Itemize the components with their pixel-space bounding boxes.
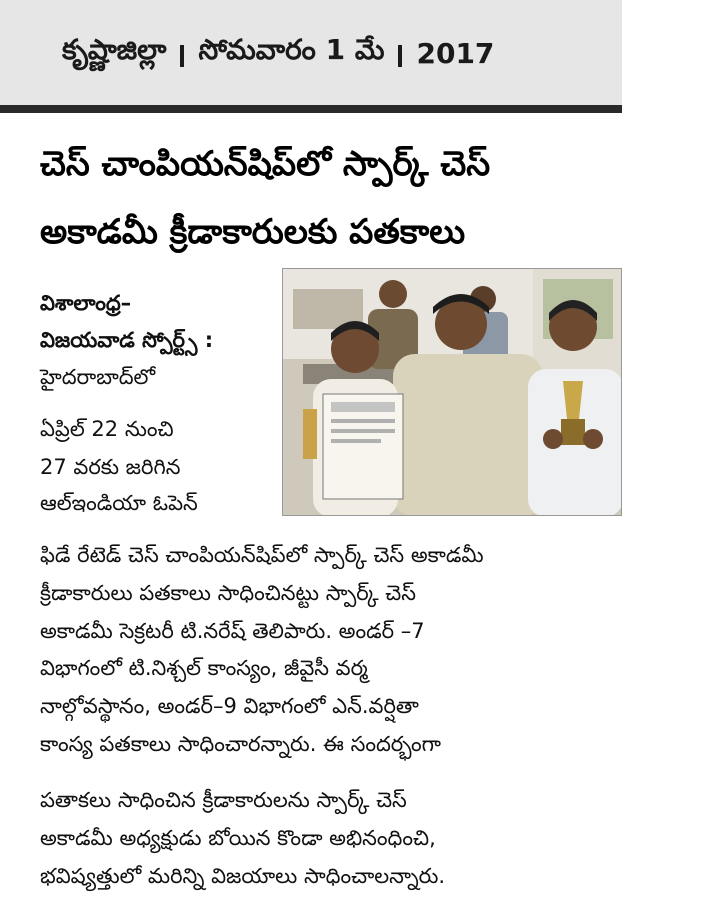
article-line: భవిష్యత్తులో మరిన్ని విజయాలు సాధించాలన్నారు. bbox=[40, 864, 446, 888]
article-line: విభాగంలో టి.నిశ్చల్ కాంస్యం, జీవైసీ వర్మ bbox=[40, 656, 368, 680]
article-line: అకాడమీ అధ్యక్షుడు బోయిన కొండా అభినంధించి, bbox=[40, 826, 436, 850]
headline-line-2: అకాడమీ క్రీడాకారులకు పతకాలు bbox=[40, 212, 466, 252]
article-source-line-1: విశాలాంధ్ర– bbox=[40, 291, 132, 315]
article-source-line-2: విజయవాడ స్పోర్ట్స్ : bbox=[40, 328, 214, 352]
article-line: నాల్గోవస్థానం, అండర్–9 విభాగంలో ఎన్.వర్షితా bbox=[40, 694, 419, 718]
dateline bbox=[62, 28, 494, 78]
dateline-separator bbox=[398, 45, 402, 67]
article-line: క్రీడాకారులు పతకాలు సాధించినట్టు స్పార్క్ చెస్ bbox=[40, 581, 416, 605]
header-rule bbox=[0, 105, 622, 113]
article-narrow-line: ఏప్రిల్ 22 నుంచి bbox=[40, 417, 174, 441]
article-line: పతాకలు సాధించిన క్రీడాకారులను స్పార్క్ చెస్ bbox=[40, 788, 407, 812]
headline-line-1: చెస్ చాంపియన్‌షిప్‌లో స్పార్క్ చెస్ bbox=[40, 144, 491, 184]
dateline-day: సోమవారం 1 మే bbox=[198, 33, 385, 66]
article-line: అకాడమీ సెక్రటరీ టి.నరేష్ తెలిపారు. అండర్ –7 bbox=[40, 619, 425, 643]
news-photo-illustration bbox=[283, 269, 622, 516]
article-narrow-line: ఆల్‌ఇండియా ఓపెన్ bbox=[40, 491, 198, 515]
article-narrow-line: హైదరాబాద్‌లో bbox=[40, 365, 156, 389]
article-narrow-line: 27 వరకు జరిగిన bbox=[40, 455, 181, 479]
article-line: ఫిడే రేటెడ్ చెస్ చాంపియన్‌షిప్‌లో స్పార్క్ చెస్ అకాడమీ bbox=[40, 543, 484, 567]
news-photo bbox=[282, 268, 622, 516]
dateline-district: కృష్ణాజిల్లా bbox=[62, 33, 167, 66]
article-line: కాంస్య పతకాలు సాధించారన్నారు. ఈ సందర్భంగా bbox=[40, 732, 441, 756]
dateline-year: 2017 bbox=[416, 36, 495, 70]
dateline-separator bbox=[180, 45, 184, 67]
